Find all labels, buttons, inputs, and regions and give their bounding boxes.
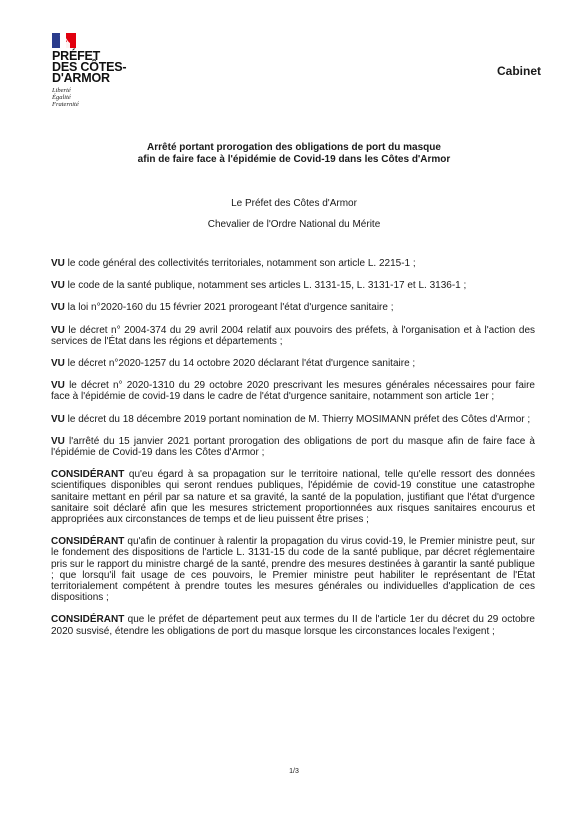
recital-text: qu'eu égard à sa propagation sur le territoire national, telle qu'elle ressort des données scientifiques disponibles qui seront rendues publiques, l'épidémie de covid-19 constitue une catastrophe sanitaire mettant en péril par sa nature et sa gravité, la santé de la population, justifiant que l'état d'urgence sanitaire soit déclaré afin que les mesures strictement proportionnées aux risques sanitaires encourus et appropriées aux circonstances de temps et de lieu puissent être prises ; [51, 469, 535, 526]
recital-keyword: VU [51, 380, 65, 392]
recital-keyword: CONSIDÉRANT [51, 469, 125, 481]
recital-paragraph [51, 469, 535, 525]
recital-text: le décret n° 2020-1310 du 29 octobre 2020 prescrivant les mesures générales nécessaires pour faire face à l'épidémie de covid-19 dans le cadre de l'état d'urgence sanitaire, notamment son article 1er ; [51, 380, 535, 403]
logo-wordmark [52, 51, 142, 84]
recital-text: le décret n° 2004-374 du 29 avril 2004 relatif aux pouvoirs des préfets, à l'organisation et à l'action des services de l'État dans les régions et départements ; [51, 324, 535, 347]
document-title [0, 142, 588, 166]
recital-text: le décret du 18 décembre 2019 portant nomination de M. Thierry MOSIMANN préfet des Côtes d'Armor ; [64, 413, 531, 425]
recital-keyword: CONSIDÉRANT [51, 536, 125, 548]
recital-paragraph [51, 614, 535, 636]
recital-keyword: VU [51, 358, 65, 370]
motto-line: Égalité [52, 94, 71, 102]
recital-text: le code de la santé publique, notamment ses articles L. 3131-15, L. 3131-17 et L. 3136-1 ; [64, 280, 467, 292]
recital-paragraph [51, 325, 535, 347]
title-line: afin de faire face à l'épidémie de Covid-19 dans les Côtes d'Armor [137, 154, 451, 165]
page-number: 1/3 [289, 768, 299, 775]
recital-text: la loi n°2020-160 du 15 février 2021 prorogeant l'état d'urgence sanitaire ; [64, 302, 394, 314]
recital-keyword: VU [51, 302, 65, 314]
issuer-name: Le Préfet des Côtes d'Armor [231, 198, 357, 209]
department-label: Cabinet [496, 64, 541, 78]
recital-text: l'arrêté du 15 janvier 2021 portant prorogation des obligations de port du masque afin de faire face à l'épidémie de Covid-19 dans les Côtes d'Armor ; [51, 435, 535, 459]
recital-keyword: VU [51, 258, 65, 269]
recital-paragraph [51, 280, 535, 291]
recital-paragraph [51, 258, 535, 269]
recital-paragraph [51, 302, 535, 313]
title-line: Arrêté portant prorogation des obligations de port du masque [147, 142, 441, 153]
marianne-flag-icon [52, 33, 76, 48]
recital-text: qu'afin de continuer à ralentir la propagation du virus covid-19, le Premier ministre peut, sur le fondement des dispositions de l'article L. 3131-15 du code de la santé publique, par décret réglementaire pris sur le rapport du ministre chargé de la santé, prendre des mesures destinées à garantir la santé publique ; que lorsqu'il fait usage de ces pouvoirs, le Premier ministre peut habiliter le représentant de l'État territorialement compétent à prendre toutes les mesures générales ou individuelles d'application de ces dispositions ; [51, 536, 535, 604]
recital-text: le décret n°2020-1257 du 14 octobre 2020 déclarant l'état d'urgence sanitaire ; [64, 358, 416, 370]
recital-text: que le préfet de département peut aux termes du II de l'article 1er du décret du 29 octobre 2020 susvisé, étendre les obligations de port du masque lorsque les circonstances locales l'exigent ; [51, 614, 535, 637]
recital-paragraph [51, 358, 535, 369]
recital-keyword: VU [51, 413, 65, 425]
recital-keyword: VU [51, 435, 65, 447]
recital-keyword: CONSIDÉRANT [51, 614, 125, 626]
recital-paragraph [51, 380, 535, 402]
recital-paragraph [51, 536, 535, 603]
recital-paragraph [51, 414, 535, 425]
recital-paragraph [51, 436, 535, 458]
motto-line: Liberté [52, 87, 71, 94]
recital-text: le code général des collectivités territoriales, notamment son article L. 2215-1 ; [64, 258, 416, 269]
recital-keyword: VU [51, 324, 65, 336]
prefecture-logo [52, 33, 142, 109]
logo-line: PRÉFET [52, 49, 101, 63]
recital-keyword: VU [51, 280, 65, 292]
logo-line: D'ARMOR [52, 71, 110, 85]
document-body [51, 258, 535, 648]
logo-line: DES CÔTES- [52, 60, 127, 74]
republic-motto [52, 87, 142, 109]
motto-line: Fraternité [52, 101, 79, 109]
issuer-title: Chevalier de l'Ordre National du Mérite [207, 219, 381, 230]
